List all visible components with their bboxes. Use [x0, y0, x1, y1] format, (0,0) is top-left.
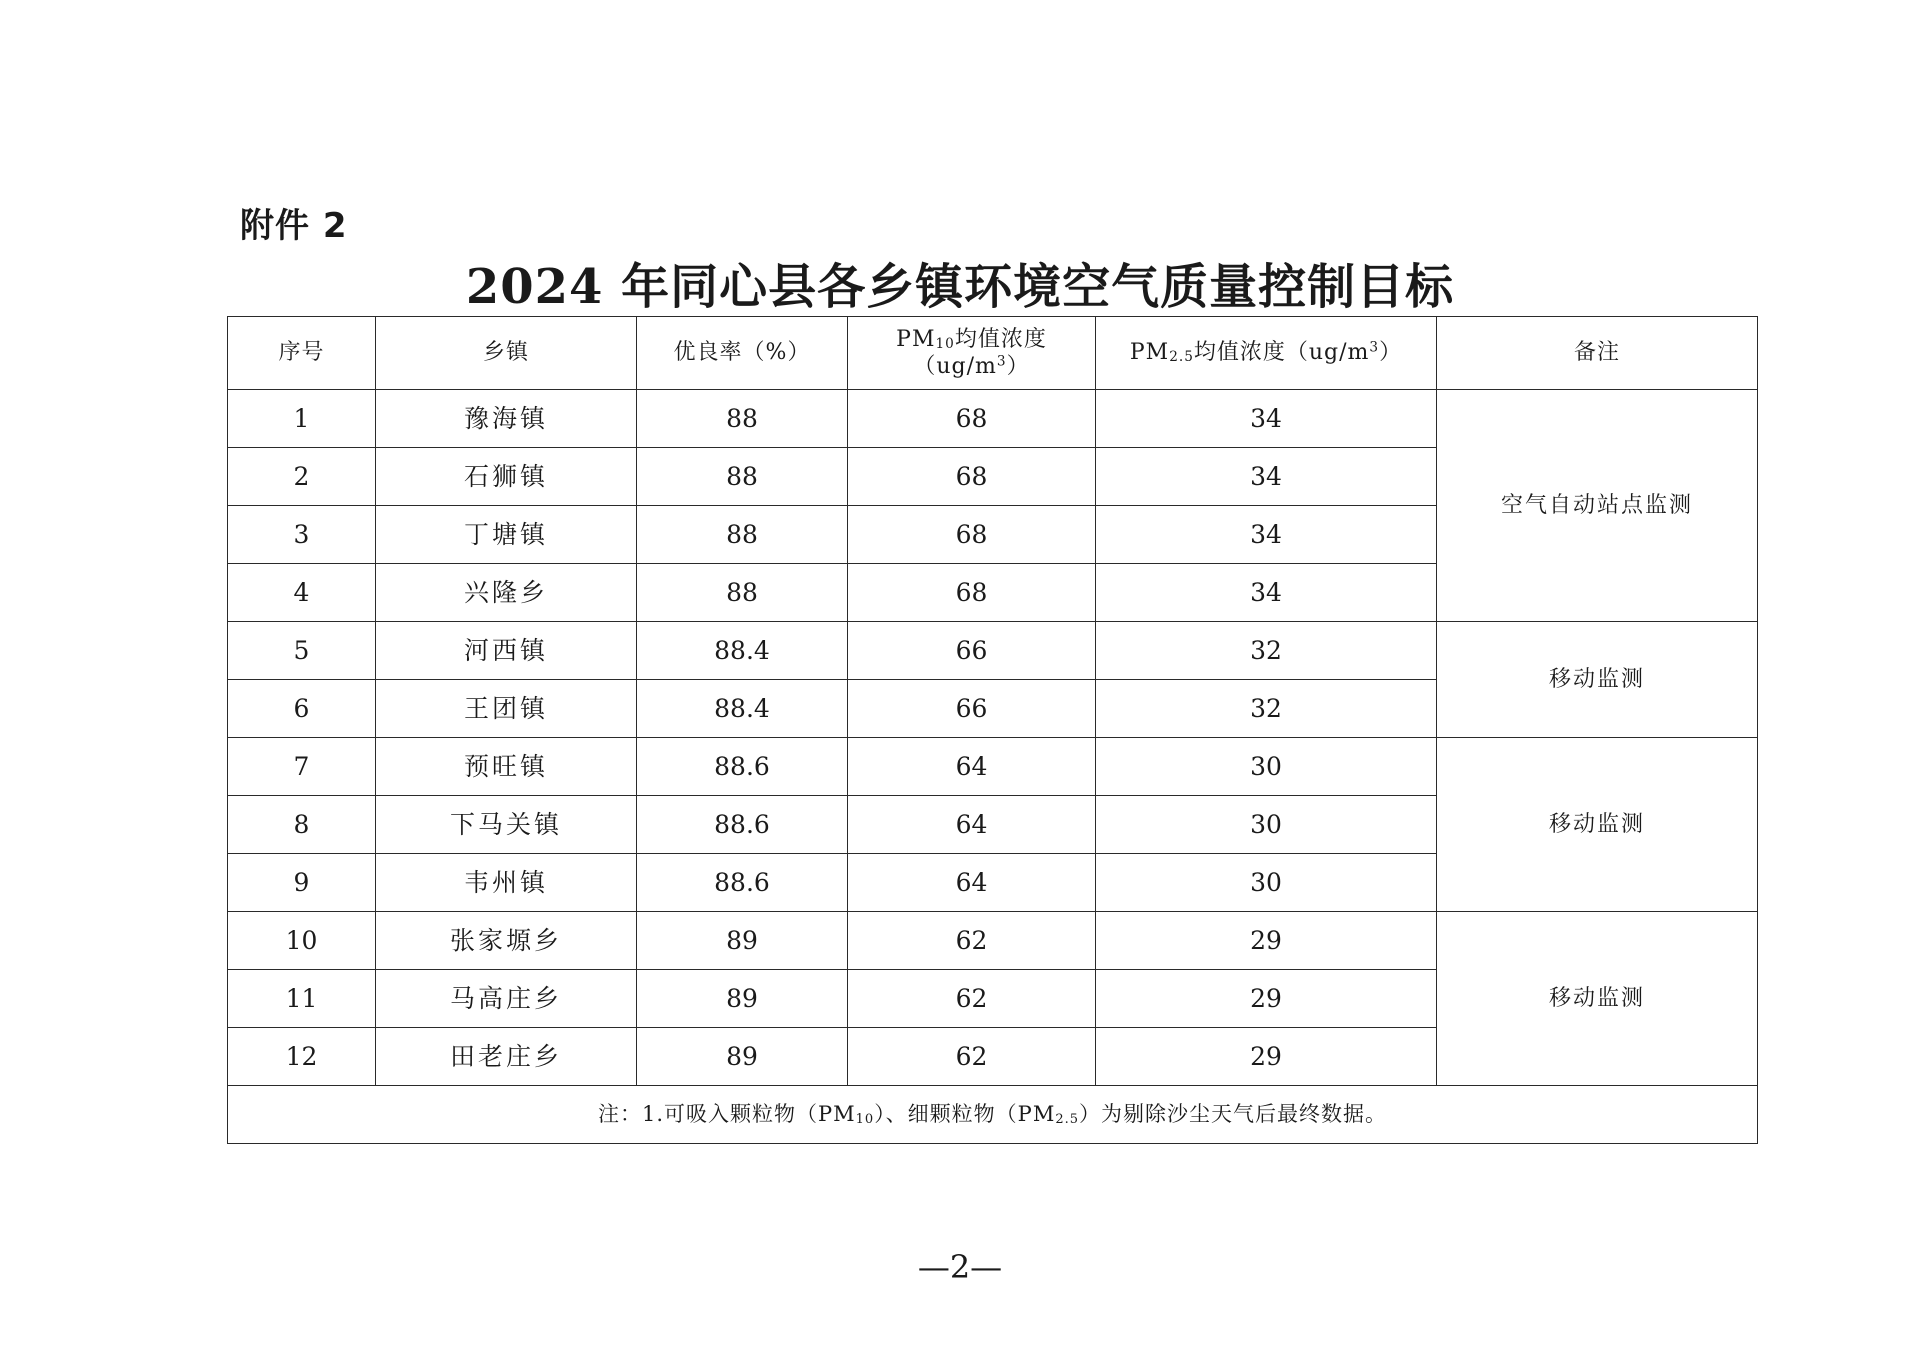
cell-good-rate: 88: [637, 564, 848, 622]
table-row: [228, 912, 1758, 970]
cell-index: 2: [228, 448, 376, 506]
table-row: [228, 738, 1758, 796]
cell-town: 田老庄乡: [376, 1028, 637, 1086]
cell-index: 9: [228, 854, 376, 912]
cell-pm25: 34: [1096, 390, 1437, 448]
cell-pm10: 62: [848, 970, 1096, 1028]
table-note: [228, 1086, 1758, 1144]
note-part-1: 注：1.可吸入颗粒物（PM: [597, 1101, 856, 1126]
cell-good-rate: 89: [637, 912, 848, 970]
header-remark: 备注: [1437, 317, 1758, 390]
cell-good-rate: 89: [637, 970, 848, 1028]
cell-pm25: 30: [1096, 738, 1437, 796]
cell-pm10: 68: [848, 506, 1096, 564]
cell-town: 河西镇: [376, 622, 637, 680]
cell-pm25: 34: [1096, 564, 1437, 622]
cell-pm10: 62: [848, 1028, 1096, 1086]
pm10-unit-open: （ug/m: [913, 354, 997, 379]
cell-remark: 空气自动站点监测: [1437, 390, 1758, 622]
cell-index: 6: [228, 680, 376, 738]
cell-index: 3: [228, 506, 376, 564]
cell-remark: 移动监测: [1437, 738, 1758, 912]
cell-index: 12: [228, 1028, 376, 1086]
cell-town: 张家塬乡: [376, 912, 637, 970]
cell-pm10: 62: [848, 912, 1096, 970]
document-title: 2024 年同心县各乡镇环境空气质量控制目标: [465, 259, 1455, 315]
cell-pm25: 30: [1096, 796, 1437, 854]
cell-index: 10: [228, 912, 376, 970]
note-part-3: ）为剔除沙尘天气后最终数据。: [1079, 1101, 1388, 1126]
cell-town: 石狮镇: [376, 448, 637, 506]
cell-pm25: 29: [1096, 912, 1437, 970]
pm25-suffix: 均值浓度（ug/m: [1193, 340, 1370, 366]
note-subscript-2: 2.5: [1055, 1111, 1080, 1127]
table-header-row: [228, 317, 1758, 390]
cell-index: 4: [228, 564, 376, 622]
cell-pm25: 34: [1096, 506, 1437, 564]
cell-pm10: 64: [848, 796, 1096, 854]
cell-pm25: 34: [1096, 448, 1437, 506]
cell-town: 丁塘镇: [376, 506, 637, 564]
table-row: [228, 622, 1758, 680]
cell-town: 豫海镇: [376, 390, 637, 448]
note-part-2: ）、细颗粒物（PM: [874, 1101, 1056, 1126]
cell-town: 预旺镇: [376, 738, 637, 796]
cell-town: 王团镇: [376, 680, 637, 738]
cell-index: 8: [228, 796, 376, 854]
pm10-suffix: 均值浓度: [954, 326, 1047, 352]
header-pm10: [848, 317, 1096, 390]
cell-town: 马高庄乡: [376, 970, 637, 1028]
pm10-unit-close: ）: [1006, 354, 1030, 379]
cell-good-rate: 88: [637, 390, 848, 448]
cell-remark: 移动监测: [1437, 912, 1758, 1086]
cell-index: 7: [228, 738, 376, 796]
pm25-unit-close: ）: [1379, 340, 1403, 366]
cell-pm25: 30: [1096, 854, 1437, 912]
cell-index: 11: [228, 970, 376, 1028]
cell-pm25: 29: [1096, 970, 1437, 1028]
cell-town: 兴隆乡: [376, 564, 637, 622]
pm10-subscript: 10: [935, 335, 955, 352]
cell-pm10: 68: [848, 390, 1096, 448]
cell-good-rate: 88.6: [637, 796, 848, 854]
cell-pm25: 29: [1096, 1028, 1437, 1086]
cell-pm25: 32: [1096, 680, 1437, 738]
cell-good-rate: 88: [637, 506, 848, 564]
attachment-label: 附件 2: [240, 206, 348, 246]
note-subscript-1: 10: [855, 1111, 875, 1127]
cell-town: 韦州镇: [376, 854, 637, 912]
cell-good-rate: 89: [637, 1028, 848, 1086]
cell-index: 5: [228, 622, 376, 680]
page-number: —2—: [917, 1248, 1003, 1286]
cell-pm25: 32: [1096, 622, 1437, 680]
cell-pm10: 66: [848, 680, 1096, 738]
table-row: [228, 390, 1758, 448]
pm25-subscript: 2.5: [1169, 349, 1194, 366]
cell-index: 1: [228, 390, 376, 448]
table-note-row: [228, 1086, 1758, 1144]
air-quality-targets-table: [227, 316, 1758, 1144]
header-good-rate: 优良率（%）: [637, 317, 848, 390]
cell-pm10: 66: [848, 622, 1096, 680]
cell-pm10: 64: [848, 854, 1096, 912]
pm10-unit-superscript: 3: [996, 353, 1007, 370]
cell-pm10: 68: [848, 564, 1096, 622]
cell-good-rate: 88: [637, 448, 848, 506]
cell-good-rate: 88.4: [637, 680, 848, 738]
pm25-prefix: PM: [1129, 340, 1170, 366]
pm25-unit-superscript: 3: [1369, 339, 1380, 356]
header-town: 乡镇: [376, 317, 637, 390]
cell-good-rate: 88.4: [637, 622, 848, 680]
header-pm25: [1096, 317, 1437, 390]
pm10-prefix: PM: [896, 326, 936, 352]
cell-good-rate: 88.6: [637, 854, 848, 912]
cell-remark: 移动监测: [1437, 622, 1758, 738]
header-index: 序号: [228, 317, 376, 390]
cell-pm10: 68: [848, 448, 1096, 506]
cell-town: 下马关镇: [376, 796, 637, 854]
cell-pm10: 64: [848, 738, 1096, 796]
cell-good-rate: 88.6: [637, 738, 848, 796]
